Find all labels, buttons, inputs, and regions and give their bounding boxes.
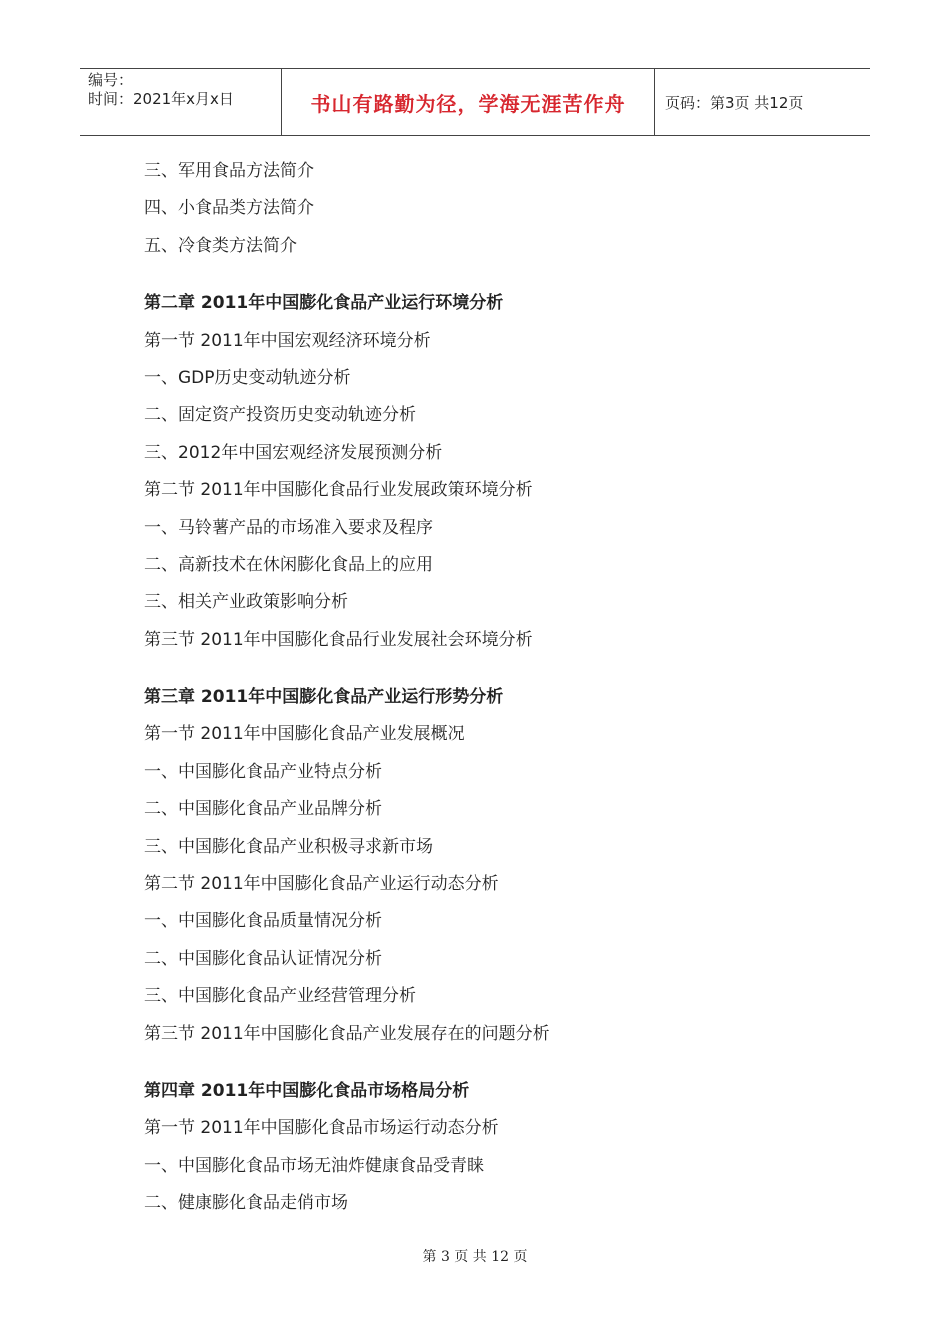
toc-entry: 二、中国膨化食品产业品牌分析 [144, 799, 382, 820]
page-footer [0, 1246, 950, 1266]
toc-entry: 三、相关产业政策影响分析 [144, 592, 348, 613]
header-meta [80, 69, 282, 135]
toc-chapter-heading: 第二章 2011年中国膨化食品产业运行环境分析 [144, 293, 504, 314]
toc-entry: 四、小食品类方法简介 [144, 198, 314, 219]
toc-entry: 一、中国膨化食品产业特点分析 [144, 761, 382, 782]
toc-entry: 二、固定资产投资历史变动轨迹分析 [144, 405, 416, 426]
toc-entry: 第三节 2011年中国膨化食品行业发展社会环境分析 [144, 629, 533, 650]
toc-entry: 一、GDP历史变动轨迹分析 [144, 367, 351, 388]
toc-chapter-heading: 第三章 2011年中国膨化食品产业运行形势分析 [144, 687, 504, 708]
toc-entry: 一、中国膨化食品质量情况分析 [144, 911, 382, 932]
toc-chapter-heading: 第四章 2011年中国膨化食品市场格局分析 [144, 1080, 470, 1101]
toc-entry: 二、中国膨化食品认证情况分析 [144, 948, 382, 969]
toc-entry: 第二节 2011年中国膨化食品产业运行动态分析 [144, 874, 499, 895]
toc-entry: 三、中国膨化食品产业经营管理分析 [144, 986, 416, 1007]
code-label: 编号： [88, 71, 134, 89]
toc-entry: 第一节 2011年中国膨化食品产业发展概况 [144, 724, 465, 745]
table-of-contents [144, 153, 864, 1223]
header-page-info: 页码：第3页 共12页 [665, 93, 804, 112]
toc-entry: 二、健康膨化食品走俏市场 [144, 1193, 348, 1214]
toc-entry: 第二节 2011年中国膨化食品行业发展政策环境分析 [144, 480, 533, 501]
toc-entry: 第一节 2011年中国膨化食品市场运行动态分析 [144, 1118, 499, 1139]
toc-entry: 一、马铃薯产品的市场准入要求及程序 [144, 517, 433, 538]
toc-entry: 第一节 2011年中国宏观经济环境分析 [144, 330, 431, 351]
page-header [80, 68, 870, 136]
header-page-info-cell [655, 69, 870, 135]
toc-entry: 一、中国膨化食品市场无油炸健康食品受青睐 [144, 1155, 484, 1176]
toc-entry: 五、冷食类方法简介 [144, 235, 297, 256]
toc-entry: 三、2012年中国宏观经济发展预测分析 [144, 442, 443, 463]
toc-entry: 第三节 2011年中国膨化食品产业发展存在的问题分析 [144, 1023, 550, 1044]
footer-page-number: 第 3 页 共 12 页 [422, 1249, 528, 1265]
toc-entry: 三、军用食品方法简介 [144, 161, 314, 181]
header-motto: 书山有路勤为径，学海无涯苦作舟 [310, 91, 626, 116]
toc-entry: 二、高新技术在休闲膨化食品上的应用 [144, 554, 433, 575]
time-label: 时间：2021年x月x日 [88, 90, 234, 108]
header-motto-cell [282, 69, 655, 135]
toc-entry: 三、中国膨化食品产业积极寻求新市场 [144, 836, 433, 857]
